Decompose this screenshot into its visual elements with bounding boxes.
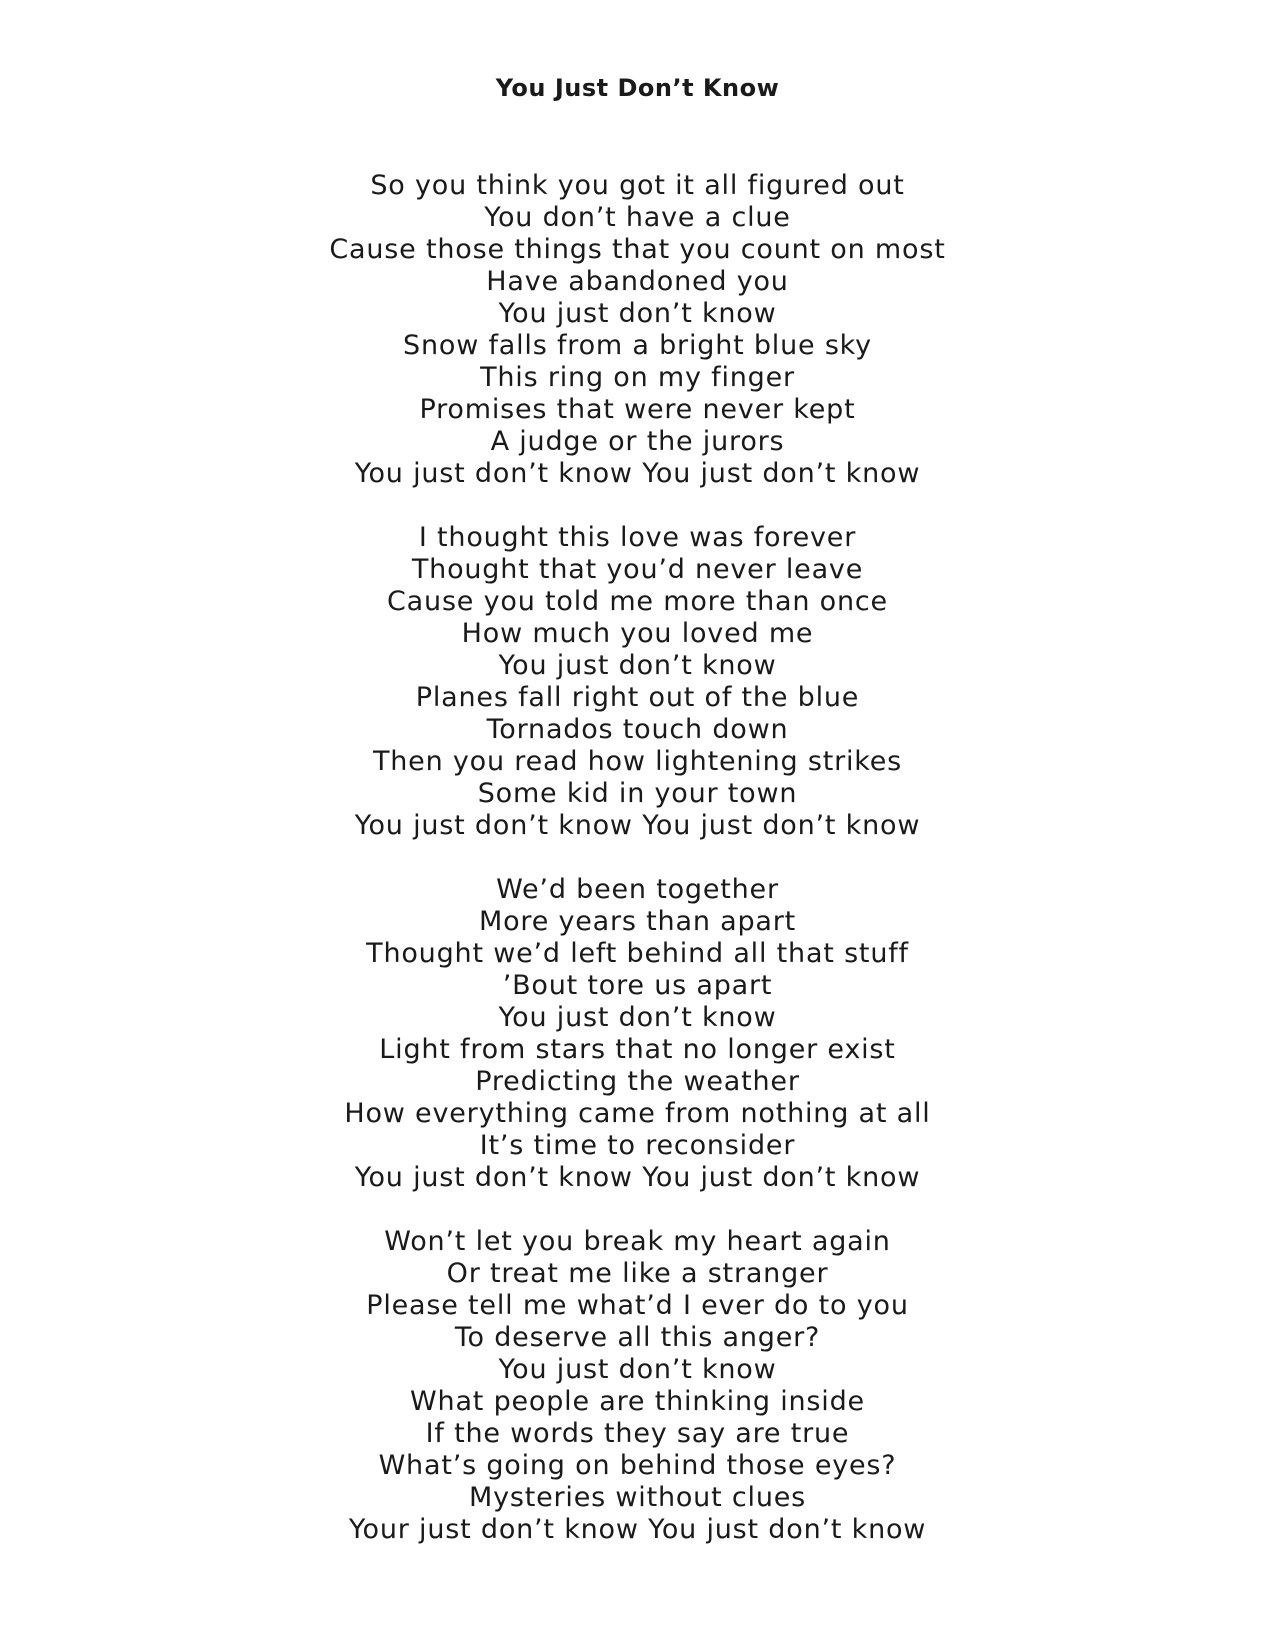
lyric-line: Your just don’t know You just don’t know xyxy=(348,1514,927,1545)
document-title: You Just Don’t Know xyxy=(495,74,780,102)
lyric-line: Mysteries without clues xyxy=(468,1482,807,1513)
lyric-line: How everything came from nothing at all xyxy=(344,1098,931,1129)
lyrics-body xyxy=(0,170,1275,1578)
lyric-line: ’Bout tore us apart xyxy=(502,970,773,1001)
lyric-line: Have abandoned you xyxy=(486,266,789,297)
lyric-line: Thought that you’d never leave xyxy=(411,554,864,585)
lyric-line: You just don’t know You just don’t know xyxy=(354,1162,921,1193)
lyric-line: Or treat me like a stranger xyxy=(446,1258,829,1289)
lyric-line: To deserve all this anger? xyxy=(454,1322,821,1353)
lyric-line: What’s going on behind those eyes? xyxy=(378,1450,897,1481)
lyric-line: You just don’t know xyxy=(498,1354,777,1385)
lyric-line: What people are thinking inside xyxy=(410,1386,865,1417)
lyric-line: We’d been together xyxy=(496,874,779,905)
lyric-line: A judge or the jurors xyxy=(490,426,785,457)
lyric-line: This ring on my finger xyxy=(480,362,795,393)
lyric-line: Won’t let you break my heart again xyxy=(384,1226,891,1257)
lyric-line: You just don’t know xyxy=(498,1002,777,1033)
lyric-line: Promises that were never kept xyxy=(419,394,856,425)
lyric-line: You just don’t know You just don’t know xyxy=(354,810,921,841)
lyric-line: More years than apart xyxy=(478,906,797,937)
lyric-line: Light from stars that no longer exist xyxy=(379,1034,896,1065)
lyric-line: You just don’t know xyxy=(498,298,777,329)
lyric-line: So you think you got it all figured out xyxy=(370,170,905,201)
lyric-line: Planes fall right out of the blue xyxy=(415,682,860,713)
lyric-line: I thought this love was forever xyxy=(418,522,857,553)
lyric-line: It’s time to reconsider xyxy=(479,1130,796,1161)
lyric-line: You just don’t know xyxy=(498,650,777,681)
stanza-2 xyxy=(0,522,1275,842)
lyric-line: Thought we’d left behind all that stuff xyxy=(366,938,909,969)
lyric-line: If the words they say are true xyxy=(425,1418,850,1449)
lyric-line: Some kid in your town xyxy=(477,778,798,809)
lyric-line: Snow falls from a bright blue sky xyxy=(403,330,872,361)
stanza-3 xyxy=(0,874,1275,1194)
stanza-4 xyxy=(0,1226,1275,1546)
stanza-1 xyxy=(0,170,1275,490)
lyric-line: How much you loved me xyxy=(461,618,814,649)
lyric-line: Then you read how lightening strikes xyxy=(372,746,903,777)
lyric-line: Tornados touch down xyxy=(486,714,789,745)
lyric-line: Cause you told me more than once xyxy=(387,586,888,617)
lyric-line: Predicting the weather xyxy=(475,1066,800,1097)
lyric-line: You don’t have a clue xyxy=(484,202,791,233)
lyric-line: You just don’t know You just don’t know xyxy=(354,458,921,489)
lyric-line: Please tell me what’d I ever do to you xyxy=(366,1290,909,1321)
lyric-line: Cause those things that you count on most xyxy=(329,234,946,265)
